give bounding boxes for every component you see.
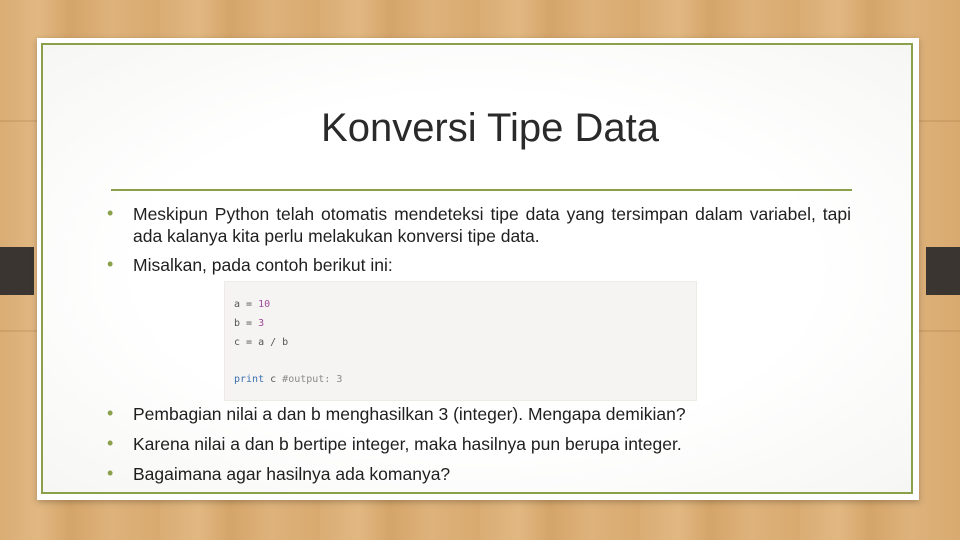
code-number: 10 [258,299,271,310]
bullet-item [107,254,393,276]
bullet-icon: • [107,433,114,453]
code-number: 3 [258,318,265,329]
slide-title: Konversi Tipe Data [321,106,659,150]
code-text: b = [234,318,259,329]
code-line [234,318,264,329]
bullet-item [107,463,451,485]
background-shelf-left [0,247,34,295]
bullet-icon: • [107,403,114,423]
code-text: a = [234,299,259,310]
bullet-text: Karena nilai a dan b bertipe integer, maka hasilnya pun berupa integer. [133,434,682,454]
code-comment: #output: 3 [282,374,343,385]
background-shelf-right [926,247,960,295]
code-line [234,374,342,385]
bullet-item [107,433,682,455]
bullet-text: Pembagian nilai a dan b menghasilkan 3 (integer). Mengapa demikian? [133,404,686,424]
code-keyword: print [234,374,265,385]
bullet-text: Bagaimana agar hasilnya ada komanya? [133,464,451,484]
code-line [234,299,270,310]
title-divider [111,189,852,191]
bullet-icon: • [107,254,114,274]
bullet-item [107,403,686,425]
bullet-icon: • [107,203,114,223]
bullet-text: Meskipun Python telah otomatis mendeteksi tipe data yang tersimpan dalam variabel, tapi ada kalanya kita perlu melakukan konversi tipe data. [133,204,851,246]
code-snippet [224,281,697,401]
code-text: c [264,374,283,385]
bullet-icon: • [107,463,114,483]
bullet-text: Misalkan, pada contoh berikut ini: [133,255,393,275]
code-line: c = a / b [234,337,289,348]
bullet-item [107,203,851,247]
